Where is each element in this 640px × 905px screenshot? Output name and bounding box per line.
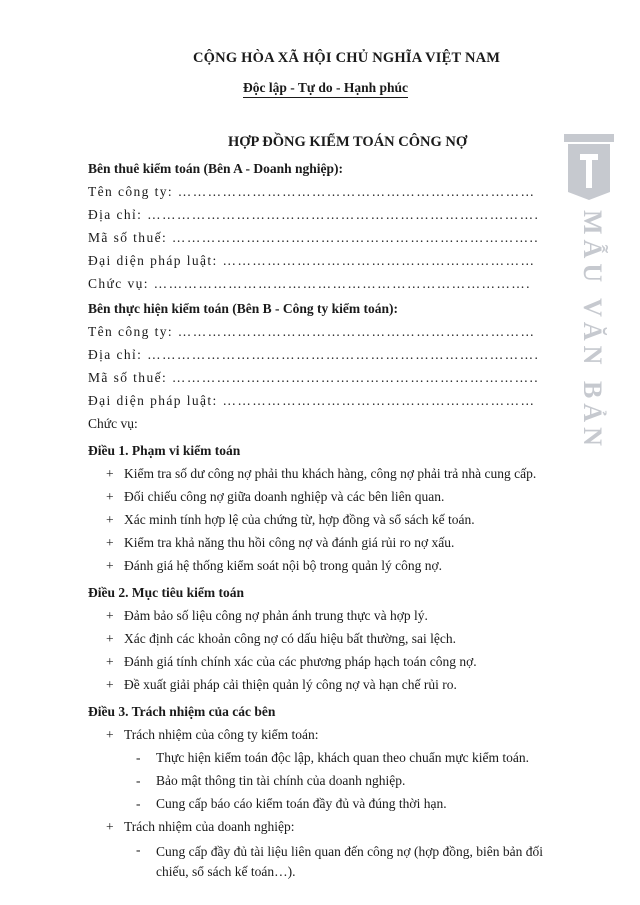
list-item-text: Đối chiếu công nợ giữa doanh nghiệp và các bên liên quan. (124, 489, 445, 504)
party-a-field: Địa chỉ: ……………………………………………………………………. (88, 207, 540, 222)
bullet-mark: + (106, 654, 114, 669)
sub-list-item-text: Cung cấp báo cáo kiểm toán đầy đủ và đúng thời hạn. (156, 796, 447, 811)
bullet-mark: + (106, 466, 114, 481)
party-a-field: Chức vụ: …………………………………………………………………. (88, 276, 531, 291)
party-b-field: Địa chỉ: ……………………………………………………………………. (88, 347, 540, 362)
list-item (88, 466, 558, 482)
list-item (88, 535, 558, 551)
list-item-text: Đề xuất giải pháp cải thiện quản lý công nợ và hạn chế rủi ro. (124, 677, 457, 692)
list-item-text: Xác minh tính hợp lệ của chứng từ, hợp đồng và sổ sách kế toán. (124, 512, 475, 527)
list-item (88, 727, 558, 743)
bullet-mark: - (136, 750, 141, 765)
article-heading: Điều 2. Mục tiêu kiểm toán (88, 585, 244, 600)
list-item-text: Kiểm tra khả năng thu hồi công nợ và đánh giá rủi ro nợ xấu. (124, 535, 455, 550)
list-item-text: Trách nhiệm của công ty kiểm toán: (124, 727, 319, 742)
party-a-heading: Bên thuê kiểm toán (Bên A - Doanh nghiệp): (88, 161, 344, 176)
watermark-text: MẪU VĂN BẢN (578, 210, 607, 451)
document-content (88, 50, 558, 888)
list-item (88, 608, 558, 624)
list-item (88, 654, 558, 670)
party-b-field: Mã số thuế: ……………………………………………………………….. (88, 370, 540, 385)
document-header (88, 50, 558, 98)
bullet-mark: - (136, 796, 141, 811)
nation-line: CỘNG HÒA XÃ HỘI CHỦ NGHĨA VIỆT NAM (193, 50, 501, 66)
bullet-mark: - (136, 842, 141, 857)
list-item (88, 677, 558, 693)
sub-list-item (88, 773, 558, 789)
motto-line: Độc lập - Tự do - Hạnh phúc (243, 80, 408, 98)
bullet-mark: + (106, 489, 114, 504)
article-heading: Điều 3. Trách nhiệm của các bên (88, 704, 276, 719)
bullet-mark: + (106, 727, 114, 742)
list-item (88, 512, 558, 528)
sub-list-item-text: Thực hiện kiểm toán độc lập, khách quan theo chuẩn mực kiểm toán. (156, 750, 530, 765)
sub-list-item (88, 842, 558, 881)
party-b-field: Chức vụ: (88, 416, 138, 431)
list-item-text: Đánh giá tính chính xác của các phương pháp hạch toán công nợ. (124, 654, 477, 669)
bullet-mark: - (136, 773, 141, 788)
list-item (88, 819, 558, 835)
list-item (88, 631, 558, 647)
list-item-text: Xác định các khoản công nợ có dấu hiệu bất thường, sai lệch. (124, 631, 456, 646)
bullet-mark: + (106, 631, 114, 646)
list-item-text: Kiểm tra số dư công nợ phải thu khách hàng, công nợ phải trả nhà cung cấp. (124, 466, 537, 481)
bullet-mark: + (106, 535, 114, 550)
bullet-mark: + (106, 677, 114, 692)
list-item-text: Đánh giá hệ thống kiểm soát nội bộ trong quản lý công nợ. (124, 558, 442, 573)
party-a-field: Tên công ty: ……………………………………………………………… (88, 184, 536, 199)
party-b-field: Đại diện pháp luật: ……………………………………………………… (88, 393, 536, 408)
bullet-mark: + (106, 512, 114, 527)
sub-list-item-text: Cung cấp đầy đủ tài liệu liên quan đến công nợ (hợp đồng, biên bản đối chiếu, sổ sách kế toán…). (156, 844, 543, 879)
party-a-field: Đại diện pháp luật: ……………………………………………………… (88, 253, 536, 268)
article-heading: Điều 1. Phạm vi kiểm toán (88, 443, 241, 458)
watermark-logo-icon (558, 130, 620, 200)
sub-list-item-text: Bảo mật thông tin tài chính của doanh nghiệp. (156, 773, 406, 788)
list-item (88, 558, 558, 574)
list-item-text: Trách nhiệm của doanh nghiệp: (124, 819, 295, 834)
party-b-heading: Bên thực hiện kiểm toán (Bên B - Công ty kiểm toán): (88, 301, 398, 316)
party-b-field: Tên công ty: ……………………………………………………………… (88, 324, 536, 339)
list-item (88, 489, 558, 505)
list-item-text: Đảm bảo số liệu công nợ phản ánh trung thực và hợp lý. (124, 608, 428, 623)
party-a-field: Mã số thuế: ……………………………………………………………….. (88, 230, 540, 245)
bullet-mark: + (106, 819, 114, 834)
bullet-mark: + (106, 608, 114, 623)
page-title: HỢP ĐỒNG KIỂM TOÁN CÔNG NỢ (228, 134, 468, 150)
sub-list-item (88, 750, 558, 766)
sub-list-item (88, 796, 558, 812)
watermark (552, 130, 632, 550)
bullet-mark: + (106, 558, 114, 573)
